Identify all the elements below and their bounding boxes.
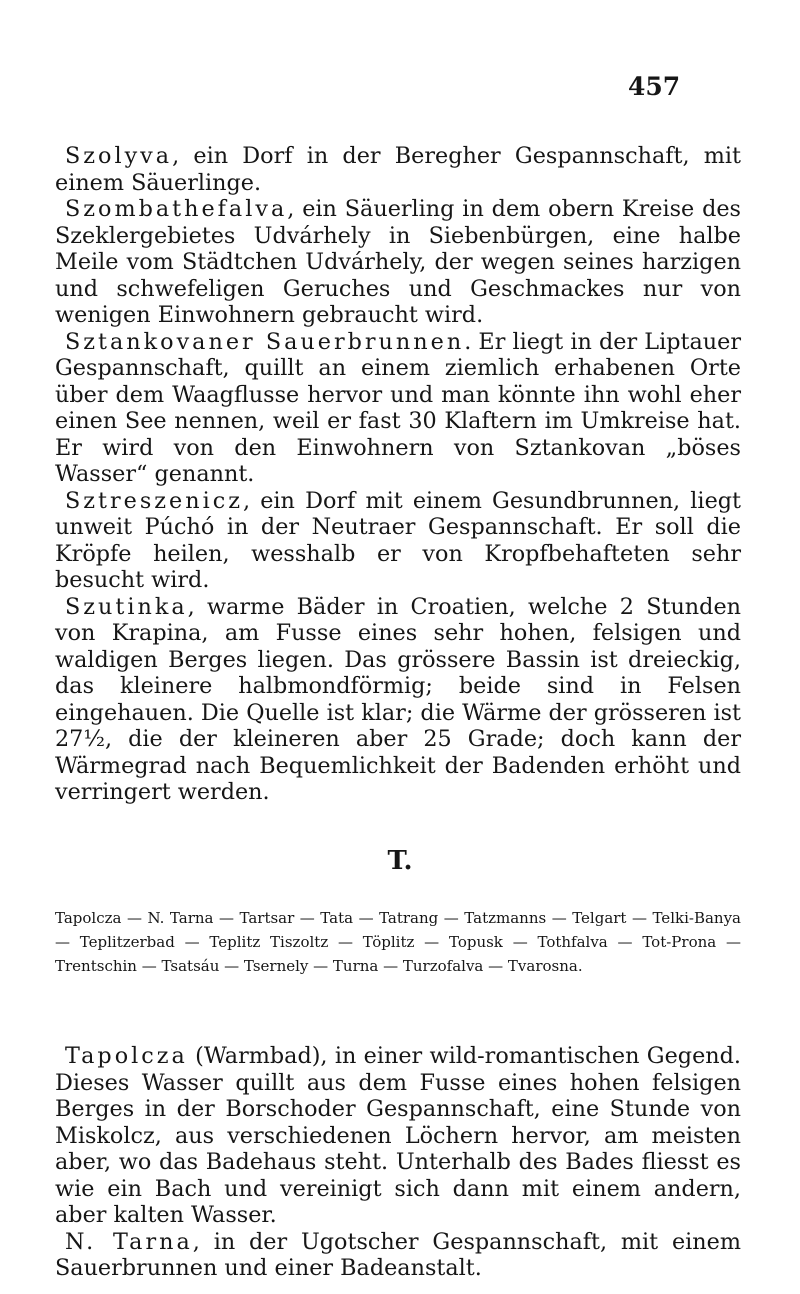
entry-term: Sztankovaner Sauerbrunnen [65,328,465,355]
index-line: Tapolcza — N. Tarna — Tartsar — Tata — Tatrang — Tatzmanns — Telgart — Telki-Banya — Teplitzerbad — Teplitz Tiszoltz — Töplitz — Topusk — Tothfalva — Tot-Prona — Trentschin — Tsatsáu — Tsernely — Turna — Turzofalva — Tvarosna. [55,909,741,975]
entry-text: , ein Säuerling in dem obern Kreise des Szeklergebietes Udvárhely in Siebenbürgen, eine halbe Meile vom Städtchen Udvárhely, der wegen seines harzigen und schwefeligen Geruches und Geschmackes nur von wenigen Einwohnern gebraucht wird. [55,196,741,328]
entry-szolyva [55,143,741,196]
entry-szombathefalva [55,196,741,329]
entry-term: Sztreszenicz [65,487,243,514]
entry-tapolcza [55,1043,741,1229]
section-letter-heading: T. [387,846,413,876]
entry-text: , ein Dorf in der Beregher Gespannschaft, mit einem Säuerlinge. [55,143,741,196]
entry-term: Tapolcza [65,1043,188,1069]
entry-text: (Warmbad), in einer wild-romantischen Gegend. Dieses Wasser quillt aus dem Fusse eines hohen felsigen Berges in der Borschoder Gespannschaft, eine Stunde von Miskolcz, aus verschiedenen Löchern hervor, am meisten aber, wo das Badehaus steht. Unterhalb des Bades fliesst es wie ein Bach und vereinigt sich dann mit einem andern, aber kalten Wasser. [55,1043,741,1228]
entry-term: Szolyva [65,143,173,169]
entry-term: Szombathefalva [65,196,288,222]
page-number: 457 [628,72,681,101]
entry-term: Szutinka [65,593,188,620]
entry-sztreszenicz [55,488,741,594]
entry-szutinka [55,594,741,806]
entry-sztankovan [55,329,741,488]
entry-text: , ein Dorf mit einem Gesundbrunnen, liegt unweit Púchó in der Neutraer Gespannschaft. Er soll die Kröpfe heilen, wesshalb er von Kropfbehafteten sehr besucht wird. [55,487,741,593]
entry-term: N. Tarna [65,1228,193,1255]
entry-text: . Er liegt in der Liptauer Gespannschaft, quillt an einem ziemlich erhabenen Orte über dem Waagflusse hervor und man könnte ihn wohl eher einen See nennen, weil er fast 30 Klaftern im Umkreise hat. Er wird von den Einwohnern von Sztankovan „böses Wasser“ genannt. [55,328,741,487]
entries-after [55,1043,741,1282]
entry-text: , in der Ugotscher Gespannschaft, mit einem Sauerbrunnen und einer Badeanstalt. [55,1228,741,1281]
entry-tarna [55,1229,741,1282]
entries-before [55,143,741,806]
entry-text: , warme Bäder in Croatien, welche 2 Stunden von Krapina, am Fusse eines sehr hohen, felsigen und waldigen Berges liegen. Das grössere Bassin ist dreieckig, das kleinere halbmondförmig; beide sind in Felsen eingehauen. Die Quelle ist klar; die Wärme der grösseren ist 27½, die der kleineren aber 25 Grade; doch kann der Wärmegrad nach Bequemlichkeit der Badenden erhöht und verringert werden. [55,593,741,805]
